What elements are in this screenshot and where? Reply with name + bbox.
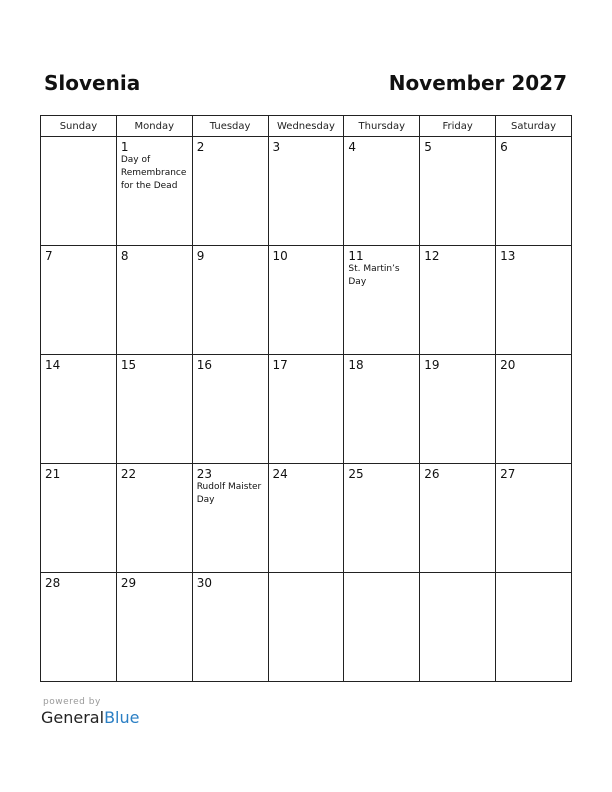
week-row: [41, 573, 572, 682]
week-row: [41, 137, 572, 246]
day-number: 1: [120, 140, 129, 154]
week-row: [41, 464, 572, 573]
day-cell: [420, 137, 496, 246]
day-cell: [420, 246, 496, 355]
day-cell: [268, 137, 344, 246]
day-number: 22: [120, 467, 137, 481]
weekday-header: Saturday: [496, 116, 572, 137]
weekday-header: Thursday: [344, 116, 420, 137]
day-number: 19: [424, 358, 440, 372]
day-number: 9: [196, 249, 205, 263]
day-cell: [41, 137, 117, 246]
day-number: 21: [45, 467, 61, 481]
day-cell: [344, 355, 420, 464]
day-number: 17: [272, 358, 288, 372]
day-number: 7: [45, 249, 53, 263]
day-number: 26: [424, 467, 440, 481]
day-number: 14: [45, 358, 61, 372]
day-number: 30: [196, 576, 212, 590]
day-cell: [420, 573, 496, 682]
holiday-label: St. Martin’s Day: [348, 264, 400, 287]
day-cell: [268, 355, 344, 464]
month-year-title: November 2027: [388, 71, 567, 95]
day-cell: [344, 464, 420, 573]
day-cell: [496, 464, 572, 573]
day-cell: [268, 573, 344, 682]
day-number: 11: [348, 249, 364, 263]
day-cell: [116, 464, 192, 573]
weekday-header: Sunday: [41, 116, 117, 137]
day-cell: [268, 246, 344, 355]
day-cell: [496, 246, 572, 355]
day-cell: [496, 355, 572, 464]
day-number: 23: [196, 467, 212, 481]
day-cell: [192, 355, 268, 464]
day-cell: [420, 355, 496, 464]
powered-by-text: powered by: [43, 697, 101, 707]
day-cell: [41, 573, 117, 682]
day-cell: [192, 573, 268, 682]
weekday-header: Monday: [116, 116, 192, 137]
week-row: [41, 355, 572, 464]
day-cell: [344, 246, 420, 355]
day-cell: [41, 355, 117, 464]
brand-name-general: General: [41, 708, 105, 727]
generalblue-logo[interactable]: [41, 708, 139, 727]
holiday-label: Rudolf Maister Day: [196, 482, 262, 505]
day-cell: [116, 355, 192, 464]
day-cell: [420, 464, 496, 573]
holiday-label: Day of Remembrance for the Dead: [120, 155, 187, 191]
day-number: 20: [500, 358, 516, 372]
day-number: 28: [45, 576, 61, 590]
day-number: 4: [348, 140, 357, 154]
week-row: [41, 246, 572, 355]
day-number: 10: [272, 249, 288, 263]
day-number: 16: [196, 358, 212, 372]
brand-name-blue: Blue: [104, 708, 140, 727]
day-number: 2: [196, 140, 205, 154]
day-number: 15: [120, 358, 137, 372]
day-cell: [41, 246, 117, 355]
day-cell: [496, 573, 572, 682]
day-number: 24: [272, 467, 288, 481]
day-cell: [41, 464, 117, 573]
day-number: 25: [348, 467, 364, 481]
day-cell: [344, 573, 420, 682]
day-cell: [268, 464, 344, 573]
day-number: 5: [424, 140, 432, 154]
day-cell: [344, 137, 420, 246]
day-cell: [116, 246, 192, 355]
day-number: 8: [120, 249, 129, 263]
weekday-header-row: [41, 116, 572, 137]
day-cell: [496, 137, 572, 246]
day-number: 29: [120, 576, 137, 590]
day-number: 18: [348, 358, 364, 372]
day-number: 6: [500, 140, 508, 154]
day-cell: [192, 137, 268, 246]
day-number: 27: [500, 467, 516, 481]
country-title: Slovenia: [44, 71, 141, 95]
weekday-header: Friday: [420, 116, 496, 137]
day-number: 3: [272, 140, 281, 154]
day-number: 13: [500, 249, 516, 263]
calendar-grid: [40, 115, 572, 682]
day-cell: [116, 573, 192, 682]
day-cell: [192, 464, 268, 573]
weekday-header: Tuesday: [192, 116, 268, 137]
weekday-header: Wednesday: [268, 116, 344, 137]
day-number: 12: [424, 249, 440, 263]
day-cell: [116, 137, 192, 246]
day-cell: [192, 246, 268, 355]
